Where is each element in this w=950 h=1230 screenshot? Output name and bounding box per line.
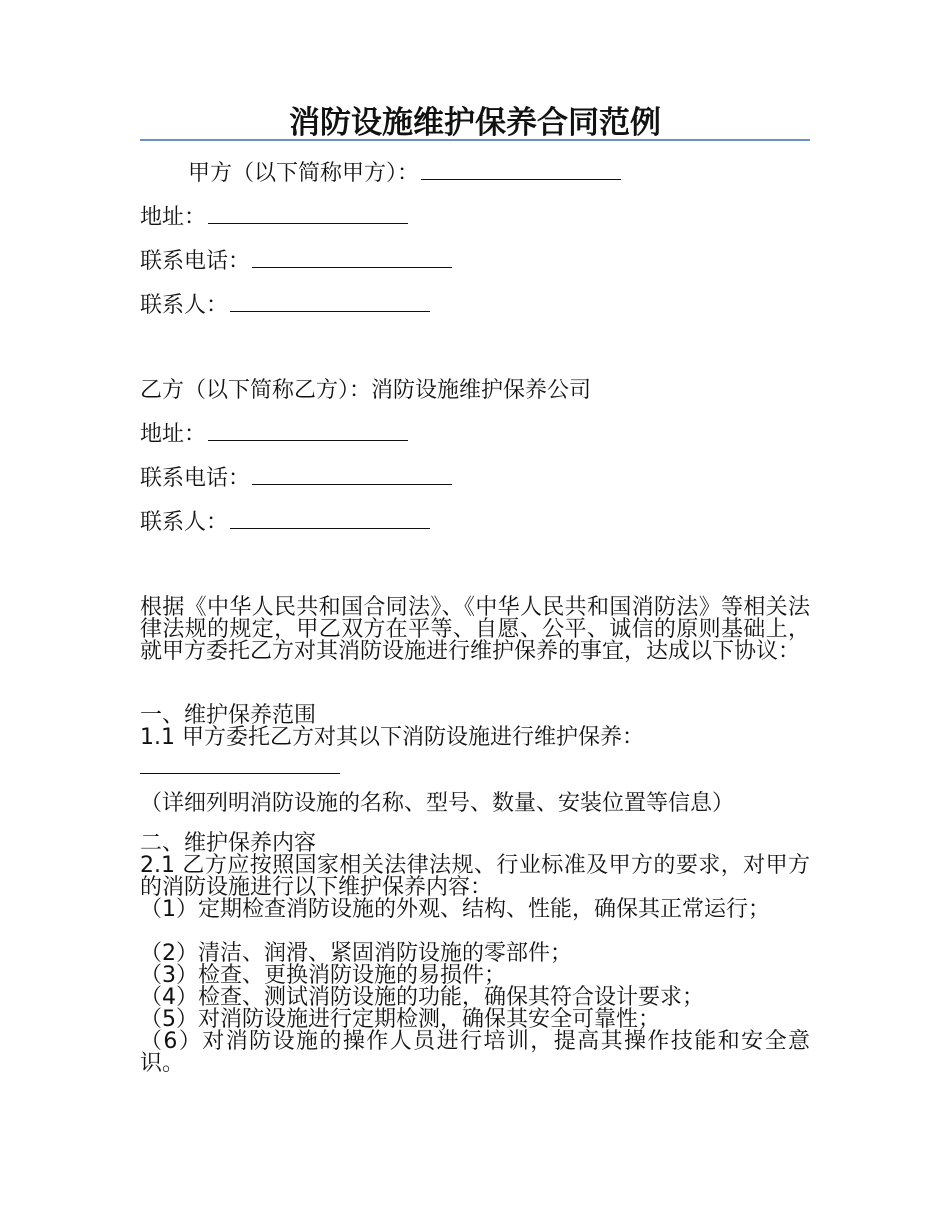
party-a-contact-label: 联系人： [140, 293, 229, 318]
party-b-address-line [140, 421, 408, 449]
party-b-heading-line [140, 377, 591, 405]
party-b-address-blank [208, 422, 408, 441]
maintenance-item-2: （2）清洁、润滑、紧固消防设施的零部件； [140, 941, 572, 966]
party-b-contact-label: 联系人： [140, 510, 229, 535]
facility-list-blank [140, 773, 340, 774]
party-a-address-line [140, 204, 408, 232]
preamble-paragraph: 根据《中华人民共和国合同法》、《中华人民共和国消防法》等相关法律法规的规定，甲乙双方在平等、自愿、公平、诚信的原则基础上，就甲方委托乙方对其消防设施进行维护保养的事宜，达成以下协议： [140, 595, 810, 664]
facility-note: （详细列明消防设施的名称、型号、数量、安装位置等信息） [140, 791, 735, 816]
title-underline [140, 139, 810, 141]
party-b-phone-blank [252, 466, 452, 485]
maintenance-item-3: （3）检查、更换消防设施的易损件； [140, 963, 506, 988]
maintenance-item-1: （1）定期检查消防设施的外观、结构、性能，确保其正常运行； [140, 897, 770, 922]
maintenance-item-5: （5）对消防设施进行定期检测，确保其安全可靠性； [140, 1007, 660, 1032]
party-b-phone-label: 联系电话： [140, 466, 251, 491]
party-a-phone-blank [252, 249, 452, 268]
clause-1-1: 1.1 甲方委托乙方对其以下消防设施进行维护保养： [140, 725, 644, 750]
section2-heading: 二、维护保养内容 [140, 831, 317, 856]
party-a-heading: 甲方（以下简称甲方）： [188, 161, 420, 186]
party-b-contact-line [140, 509, 430, 537]
section1-heading: 一、维护保养范围 [140, 703, 317, 728]
maintenance-item-6: （6）对消防设施的操作人员进行培训，提高其操作技能和安全意识。 [140, 1029, 810, 1076]
party-a-contact-blank [230, 293, 430, 312]
party-b-address-label: 地址： [140, 422, 207, 447]
maintenance-item-4: （4）检查、测试消防设施的功能，确保其符合设计要求； [140, 985, 704, 1010]
party-a-phone-line [140, 248, 452, 276]
party-b-heading: 乙方（以下简称乙方）：消防设施维护保养公司 [140, 378, 592, 403]
party-a-contact-line [140, 292, 430, 320]
document-title: 消防设施维护保养合同范例 [289, 105, 661, 141]
party-a-phone-label: 联系电话： [140, 249, 251, 274]
party-a-name-blank [421, 161, 621, 180]
party-a-address-blank [208, 205, 408, 224]
party-a-address-label: 地址： [140, 205, 207, 230]
party-a-heading-line [188, 160, 621, 188]
party-b-contact-blank [230, 510, 430, 529]
party-b-phone-line [140, 465, 452, 493]
clause-2-1: 2.1 乙方应按照国家相关法律法规、行业标准及甲方的要求，对甲方的消防设施进行以下维护保养内容： [140, 853, 810, 900]
